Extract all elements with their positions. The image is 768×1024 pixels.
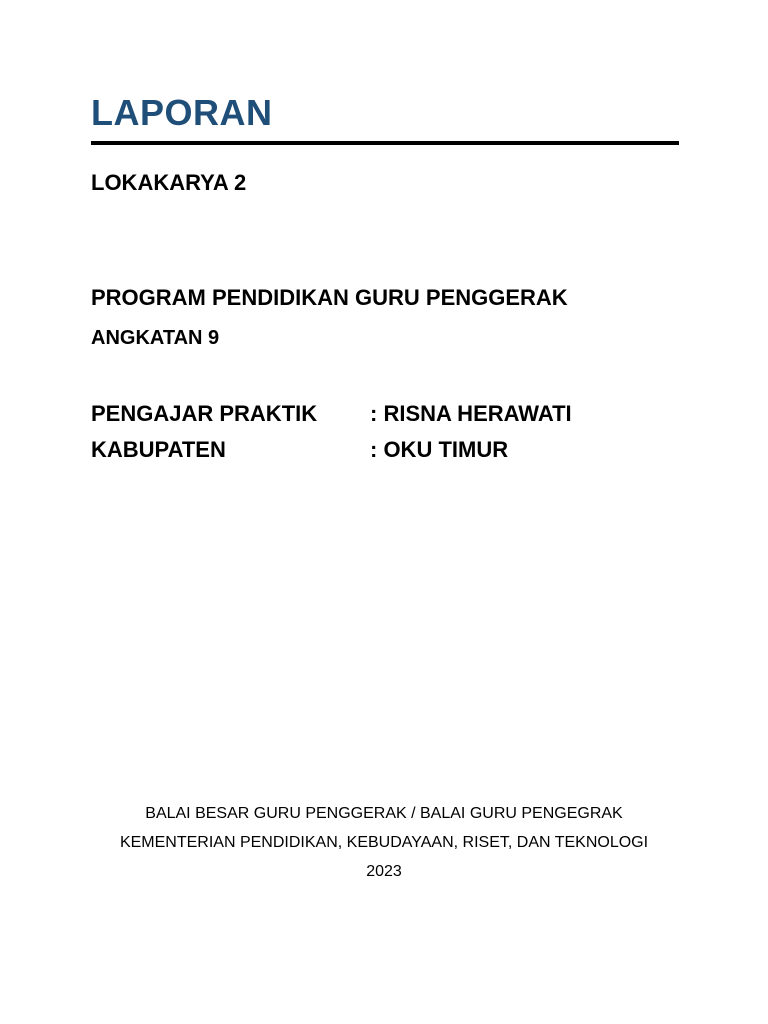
report-subtitle: LOKAKARYA 2 — [91, 170, 247, 195]
footer-institution: BALAI BESAR GURU PENGGERAK / BALAI GURU PENGEGRAK — [145, 805, 623, 822]
title-underline — [91, 141, 679, 145]
info-row-instructor — [91, 401, 572, 427]
info-value-regency: : OKU TIMUR — [370, 437, 509, 462]
info-label-instructor: PENGAJAR PRAKTIK — [91, 401, 318, 426]
program-cohort: ANGKATAN 9 — [91, 327, 220, 349]
footer-block — [0, 799, 768, 886]
info-row-regency — [91, 437, 508, 463]
footer-year: 2023 — [366, 863, 402, 880]
info-value-instructor: : RISNA HERAWATI — [370, 401, 572, 426]
program-name: PROGRAM PENDIDIKAN GURU PENGGERAK — [91, 285, 568, 310]
info-label-regency: KABUPATEN — [91, 437, 226, 462]
footer-ministry: KEMENTERIAN PENDIDIKAN, KEBUDAYAAN, RISET, DAN TEKNOLOGI — [119, 834, 649, 851]
report-title: LAPORAN — [91, 92, 273, 133]
